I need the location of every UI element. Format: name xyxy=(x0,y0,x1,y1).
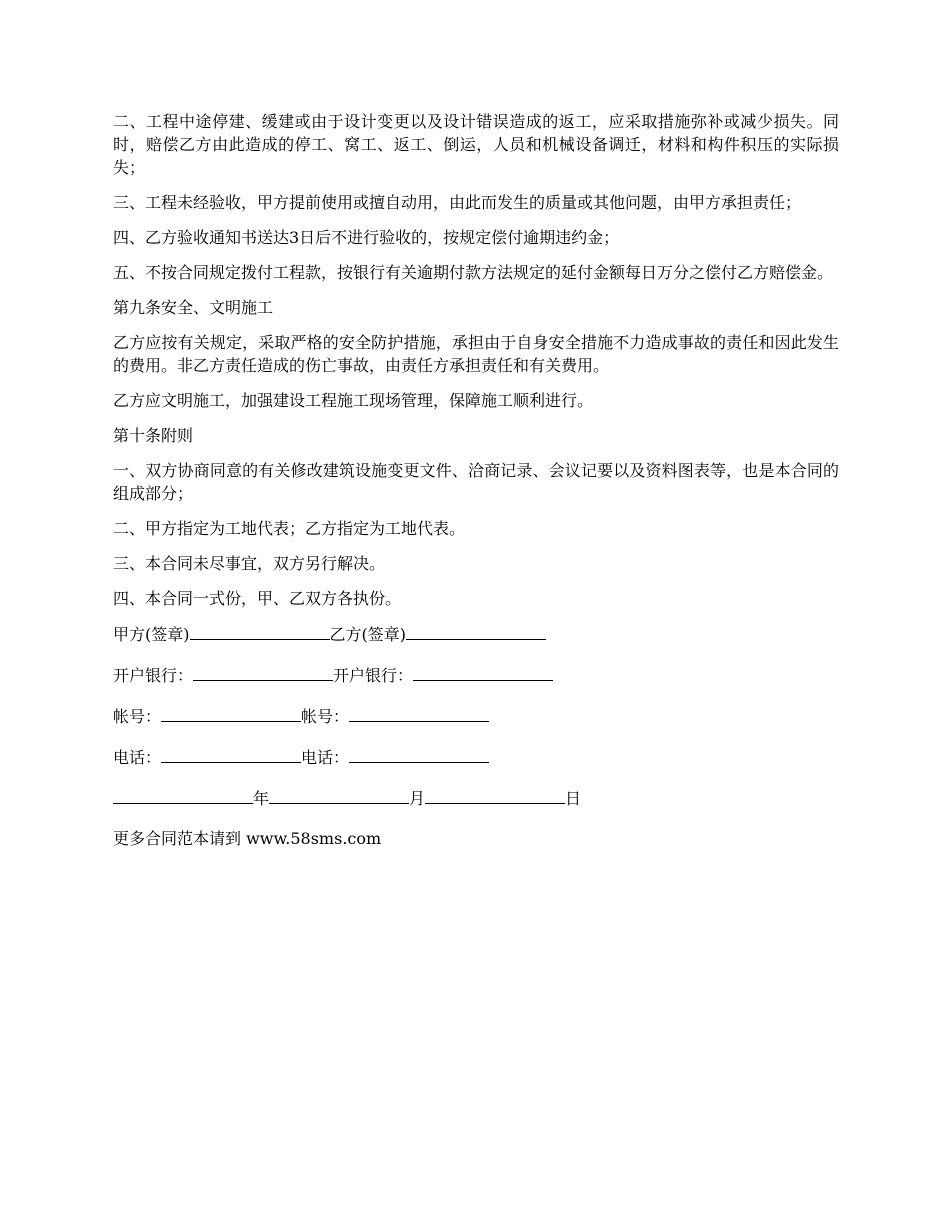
article-9-heading: 第九条安全、文明施工 xyxy=(113,298,274,317)
bank-b-blank xyxy=(413,663,553,681)
account-b-blank xyxy=(349,704,489,722)
safety-paragraph: 乙方应按有关规定，采取严格的安全防护措施，承担由于自身安全措施不力造成事故的责任和因此发生的费用。非乙方责任造成的伤亡事故，由责任方承担责任和有关费用。 xyxy=(113,333,839,375)
phone-a-blank xyxy=(161,745,301,763)
month-label: 月 xyxy=(409,789,426,808)
party-b-sign-blank xyxy=(406,622,546,640)
day-blank xyxy=(425,786,565,804)
bank-a-blank xyxy=(193,663,333,681)
party-a-sign-label: 甲方(签章) xyxy=(113,625,190,644)
document-page xyxy=(113,110,839,867)
party-a-sign-blank xyxy=(190,622,330,640)
clause-design-change: 二、工程中途停建、缓建或由于设计变更以及设计错误造成的返工，应采取措施弥补或减少损失。同时，赔偿乙方由此造成的停工、窝工、返工、倒运，人员和机械设备调迁，材料和构件积压的实际损失； xyxy=(113,112,839,177)
phone-row xyxy=(113,745,839,769)
appendix-clause-3: 三、本合同未尽事宜，双方另行解决。 xyxy=(113,554,386,573)
appendix-clause-4: 四、本合同一式份，甲、乙双方各执份。 xyxy=(113,589,402,608)
clause-late-payment: 五、不按合同规定拨付工程款，按银行有关逾期付款方法规定的延付金额每日万分之偿付乙方赔偿金。 xyxy=(113,263,834,282)
account-b-label: 帐号： xyxy=(301,707,350,726)
date-row xyxy=(113,786,839,810)
bank-a-label: 开户银行： xyxy=(113,666,194,685)
clause-early-use: 三、工程未经验收，甲方提前使用或擅自动用，由此而发生的质量或其他问题，由甲方承担责任； xyxy=(113,193,802,212)
party-b-sign-label: 乙方(签章) xyxy=(329,625,406,644)
phone-b-label: 电话： xyxy=(301,748,350,767)
account-a-label: 帐号： xyxy=(113,707,162,726)
bank-b-label: 开户银行： xyxy=(333,666,414,685)
day-label: 日 xyxy=(565,789,582,808)
phone-a-label: 电话： xyxy=(113,748,162,767)
signature-row xyxy=(113,622,839,646)
year-blank xyxy=(113,786,253,804)
phone-b-blank xyxy=(349,745,489,763)
account-a-blank xyxy=(161,704,301,722)
year-label: 年 xyxy=(253,789,270,808)
account-row xyxy=(113,704,839,728)
article-10-heading: 第十条附则 xyxy=(113,426,194,445)
month-blank xyxy=(269,786,409,804)
clause-acceptance-delay: 四、乙方验收通知书送达3日后不进行验收的，按规定偿付逾期违约金； xyxy=(113,228,620,247)
appendix-clause-2: 二、甲方指定为工地代表；乙方指定为工地代表。 xyxy=(113,519,466,538)
bank-row xyxy=(113,663,839,687)
civilized-construction-paragraph: 乙方应文明施工，加强建设工程施工现场管理，保障施工顺利进行。 xyxy=(113,391,594,410)
footer-note: 更多合同范本请到 www.58sms.com xyxy=(113,829,382,848)
appendix-clause-1: 一、双方协商同意的有关修改建筑设施变更文件、洽商记录、会议记要以及资料图表等，也是本合同的组成部分； xyxy=(113,461,839,503)
